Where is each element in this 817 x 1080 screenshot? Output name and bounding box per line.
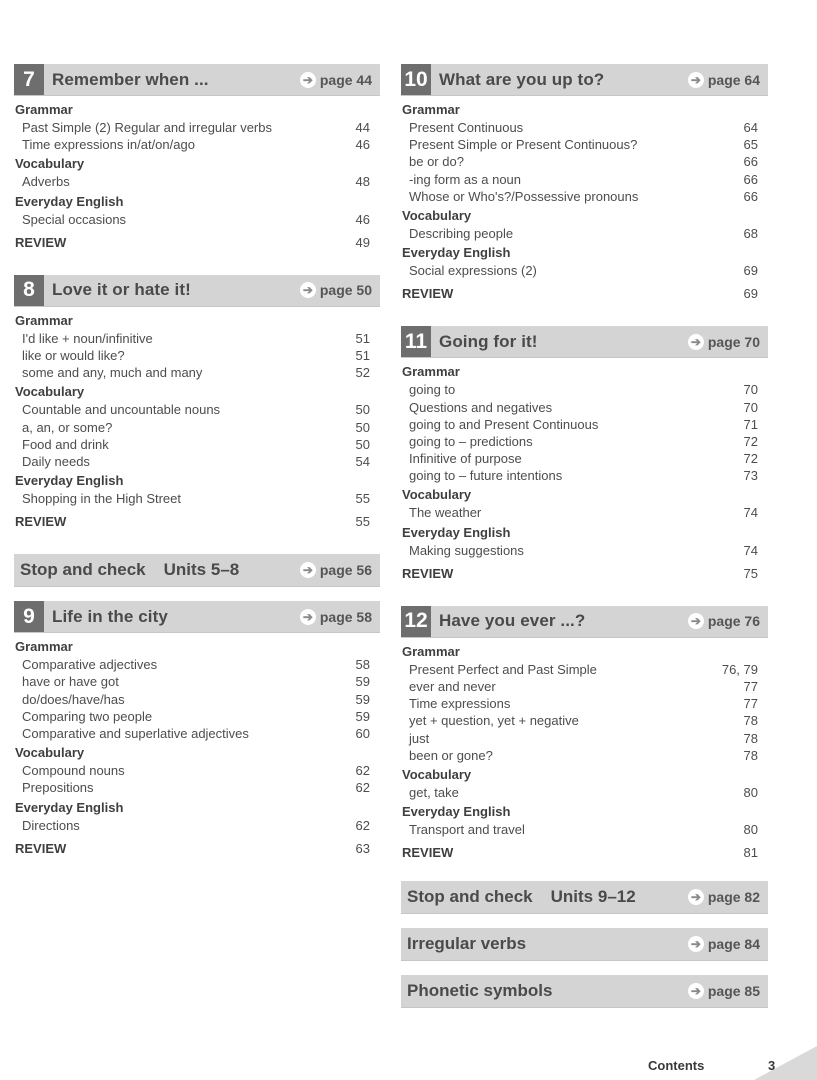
unit-9 (14, 601, 380, 857)
unit-header[interactable] (401, 64, 768, 96)
entry-page: 78 (743, 747, 758, 763)
entry-page: 62 (355, 817, 370, 833)
entry-page: 58 (355, 657, 370, 673)
unit-7 (14, 64, 380, 251)
unit-10 (401, 64, 768, 302)
contents-entry[interactable] (14, 401, 380, 418)
entry-text: Special occasions (22, 211, 127, 227)
entry-page: 74 (743, 542, 758, 558)
review-entry[interactable] (14, 513, 380, 530)
contents-entry[interactable] (14, 673, 380, 690)
entry-page: 72 (743, 433, 758, 449)
entry-text: Making suggestions (409, 542, 524, 558)
entry-page: 71 (743, 416, 758, 432)
section-title: Grammar (15, 102, 73, 117)
entry-page: 77 (743, 696, 758, 712)
page-reference[interactable] (688, 606, 760, 637)
entry-page: 72 (743, 451, 758, 467)
entry-text: Transport and travel (409, 822, 525, 838)
contents-entry[interactable] (14, 119, 380, 136)
unit-number: 11 (401, 326, 431, 357)
entry-text: going to (409, 382, 456, 398)
entry-text: Past Simple (2) Regular and irregular verbs (22, 120, 272, 135)
entry-text: been or gone? (409, 747, 493, 763)
entry-text: going to – future intentions (409, 468, 563, 484)
entry-text: Comparing two people (22, 708, 153, 724)
entry-page: 76, 79 (721, 661, 758, 677)
entry-text: Infinitive of purpose (409, 451, 522, 467)
arrow-right-icon: ➔ (688, 983, 704, 999)
contents-entry[interactable] (401, 225, 768, 242)
page-reference[interactable]: ➔ page 56 (300, 554, 372, 585)
irregular-verbs-box[interactable] (401, 928, 768, 961)
unit-12 (401, 606, 768, 862)
entry-page: 80 (743, 784, 758, 800)
box-title: Stop and check (20, 560, 146, 580)
entry-page: 62 (355, 763, 370, 779)
arrow-right-icon: ➔ (300, 609, 316, 625)
contents-entry[interactable] (14, 817, 380, 834)
page-reference[interactable]: ➔ page 82 (688, 881, 760, 912)
contents-entry[interactable] (14, 330, 380, 347)
entry-text: Food and drink (22, 436, 109, 452)
box-title: Phonetic symbols (407, 981, 553, 1001)
page-reference-text: page 50 (319, 282, 372, 299)
contents-entry[interactable] (14, 708, 380, 725)
contents-entry[interactable] (14, 419, 380, 436)
section-title: Grammar (15, 312, 73, 328)
section-title: Grammar (402, 102, 460, 117)
entry-text: Comparative and superlative adjectives (22, 726, 249, 741)
page-reference-text: page 70 (707, 333, 760, 350)
review-entry[interactable] (401, 285, 768, 302)
unit-number: 9 (14, 601, 44, 632)
entry-text: yet + question, yet + negative (409, 713, 579, 729)
entry-page: 44 (355, 120, 370, 135)
entry-page: 46 (355, 211, 370, 227)
box-title: Irregular verbs (407, 934, 527, 954)
section-title: Grammar (402, 364, 460, 380)
contents-entry[interactable] (401, 433, 768, 450)
page-reference-text: page 44 (319, 71, 372, 88)
entry-text: Social expressions (2) (409, 263, 537, 279)
contents-entry[interactable] (14, 173, 380, 190)
contents-entry[interactable] (14, 347, 380, 364)
page-reference[interactable] (688, 326, 760, 357)
entry-text: Adverbs (22, 174, 70, 190)
entry-page: 59 (355, 708, 370, 724)
contents-entry[interactable] (14, 136, 380, 153)
contents-entry[interactable] (401, 153, 768, 170)
arrow-right-icon: ➔ (688, 613, 704, 629)
entry-text: I'd like + noun/infinitive (22, 330, 153, 346)
entry-page: 50 (355, 402, 370, 418)
section-title: Everyday English (402, 524, 511, 540)
arrow-right-icon: ➔ (688, 72, 704, 88)
review-page: 75 (743, 565, 758, 581)
phonetic-symbols-box[interactable] (401, 975, 768, 1008)
unit-title: Going for it! (439, 331, 538, 351)
entry-page: 78 (743, 713, 758, 729)
unit-list (14, 64, 380, 530)
unit-title: Life in the city (52, 606, 168, 626)
entry-text: do/does/have/has (22, 691, 125, 707)
contents-entry[interactable] (401, 119, 768, 136)
unit-title: Love it or hate it! (52, 280, 191, 300)
review-label: REVIEW (402, 845, 454, 861)
unit-number: 7 (14, 64, 44, 95)
entry-page: 77 (743, 679, 758, 694)
page-reference-text: page 76 (707, 613, 760, 630)
entry-text: Present Simple or Present Continuous? (409, 137, 638, 153)
entry-text: get, take (409, 784, 459, 800)
footer-page-number: 3 (768, 1058, 776, 1073)
entry-page: 66 (743, 188, 758, 204)
entry-page: 50 (355, 436, 370, 452)
entry-text: Directions (22, 817, 80, 833)
contents-entry[interactable] (14, 436, 380, 453)
stop-and-check-units-9-12[interactable] (401, 881, 768, 914)
page-reference[interactable] (300, 275, 372, 306)
unit-8 (14, 275, 380, 531)
footer-contents-label: Contents (648, 1058, 705, 1073)
section-title: Vocabulary (15, 745, 85, 761)
entry-text: The weather (409, 505, 482, 521)
box-units: Units 5–8 (163, 560, 240, 580)
contents-entry[interactable] (401, 504, 768, 521)
arrow-right-icon: ➔ (688, 936, 704, 952)
contents-entry[interactable] (401, 695, 768, 712)
contents-entry[interactable] (401, 821, 768, 838)
unit-list (14, 601, 380, 857)
contents-entry[interactable] (14, 490, 380, 507)
review-page: 69 (743, 286, 758, 302)
section-title: Everyday English (15, 799, 124, 815)
entry-text: Questions and negatives (409, 399, 553, 415)
section-title: Everyday English (15, 473, 124, 489)
unit-list (401, 64, 768, 861)
arrow-right-icon: ➔ (688, 889, 704, 905)
entry-page: 55 (355, 491, 370, 507)
page-reference[interactable] (300, 64, 372, 95)
entry-text: a, an, or some? (22, 419, 113, 435)
page-reference-text: page 58 (319, 608, 372, 625)
entry-page: 66 (743, 171, 758, 187)
review-label: REVIEW (15, 234, 67, 250)
contents-entry[interactable] (14, 762, 380, 779)
review-page: 55 (355, 514, 370, 530)
arrow-right-icon: ➔ (300, 282, 316, 298)
entry-page: 50 (355, 419, 370, 435)
review-page: 49 (355, 234, 370, 250)
unit-title: Remember when ... (52, 69, 209, 89)
contents-entry[interactable] (401, 416, 768, 433)
page-reference[interactable]: ➔ page 84 (688, 928, 760, 959)
review-label: REVIEW (402, 286, 454, 302)
entry-page: 54 (355, 453, 370, 469)
contents-entry[interactable] (401, 262, 768, 279)
contents-entry[interactable] (401, 136, 768, 153)
review-page: 63 (355, 840, 370, 856)
section-title: Vocabulary (402, 766, 472, 782)
entry-page: 46 (355, 137, 370, 153)
review-entry[interactable] (401, 565, 768, 582)
contents-entry[interactable] (14, 725, 380, 742)
left-column (14, 64, 380, 881)
section-title: Vocabulary (15, 384, 85, 400)
entry-text: be or do? (409, 154, 464, 170)
entry-page: 66 (743, 154, 758, 170)
unit-number: 12 (401, 606, 431, 637)
entry-text: Present Perfect and Past Simple (409, 661, 597, 677)
contents-entry[interactable] (14, 779, 380, 796)
contents-entry[interactable] (401, 171, 768, 188)
entry-page: 60 (355, 726, 370, 741)
review-entry[interactable] (14, 234, 380, 251)
section-title: Vocabulary (15, 156, 85, 172)
contents-entry[interactable] (401, 450, 768, 467)
unit-header[interactable] (401, 606, 768, 638)
unit-number: 10 (401, 64, 431, 95)
entry-page: 80 (743, 822, 758, 838)
contents-entry[interactable] (401, 747, 768, 764)
review-label: REVIEW (402, 565, 454, 581)
entry-text: going to and Present Continuous (409, 416, 599, 432)
section-title: Vocabulary (402, 207, 472, 223)
contents-entry[interactable] (401, 542, 768, 559)
entry-text: Whose or Who's?/Possessive pronouns (409, 188, 639, 204)
entry-page: 65 (743, 137, 758, 153)
entry-page: 68 (743, 225, 758, 241)
entry-text: Time expressions (409, 696, 511, 712)
right-column (401, 64, 768, 1022)
contents-entry[interactable] (401, 712, 768, 729)
entry-text: going to – predictions (409, 433, 533, 449)
entry-text: Prepositions (22, 780, 94, 796)
section-title: Everyday English (15, 193, 124, 209)
entry-text: Countable and uncountable nouns (22, 402, 221, 418)
entry-page: 74 (743, 505, 758, 521)
entry-text: Compound nouns (22, 763, 125, 779)
entry-page: 51 (355, 330, 370, 346)
entry-text: some and any, much and many (22, 365, 203, 381)
entry-text: Describing people (409, 225, 514, 241)
unit-number: 8 (14, 275, 44, 306)
unit-11 (401, 326, 768, 582)
entry-text: Time expressions in/at/on/ago (22, 137, 195, 153)
review-label: REVIEW (15, 514, 67, 530)
entry-text: Present Continuous (409, 120, 524, 135)
entry-page: 51 (355, 347, 370, 363)
arrow-right-icon: ➔ (300, 72, 316, 88)
page-reference-text: page 64 (707, 71, 760, 88)
section-title: Grammar (402, 643, 460, 659)
contents-entry[interactable] (401, 730, 768, 747)
box-units: Units 9–12 (550, 887, 636, 907)
contents-entry[interactable] (401, 678, 768, 695)
entry-page: 48 (355, 174, 370, 190)
entry-page: 52 (355, 365, 370, 381)
entry-page: 70 (743, 399, 758, 415)
section-title: Grammar (15, 639, 73, 655)
contents-entry[interactable] (14, 364, 380, 381)
box-title: Stop and check (407, 887, 533, 907)
contents-entry[interactable] (14, 691, 380, 708)
entry-text: have or have got (22, 674, 119, 690)
entry-text: just (409, 730, 430, 746)
entry-page: 59 (355, 674, 370, 690)
arrow-right-icon: ➔ (688, 334, 704, 350)
stop-and-check-units-5-8[interactable] (14, 554, 380, 587)
section-title: Everyday English (402, 245, 511, 261)
review-entry[interactable] (401, 844, 768, 861)
contents-entry[interactable] (401, 784, 768, 801)
contents-entry[interactable] (401, 381, 768, 398)
page-reference[interactable] (688, 64, 760, 95)
unit-title: What are you up to? (439, 69, 605, 89)
contents-entry[interactable] (14, 656, 380, 673)
contents-entry[interactable] (401, 188, 768, 205)
entry-text: like or would like? (22, 347, 125, 363)
review-entry[interactable] (14, 840, 380, 857)
entry-page: 62 (355, 780, 370, 796)
unit-header[interactable] (14, 64, 380, 96)
entry-text: -ing form as a noun (409, 171, 522, 187)
unit-header[interactable] (14, 601, 380, 633)
review-page: 81 (743, 845, 758, 861)
unit-header[interactable] (14, 275, 380, 307)
entry-page: 70 (743, 382, 758, 398)
contents-entry[interactable] (14, 453, 380, 470)
arrow-right-icon: ➔ (300, 562, 316, 578)
contents-entry[interactable] (401, 661, 768, 678)
contents-entry[interactable] (14, 211, 380, 228)
unit-header[interactable] (401, 326, 768, 358)
entry-text: Shopping in the High Street (22, 491, 181, 507)
entry-page: 64 (743, 120, 758, 135)
page-reference[interactable]: ➔ page 85 (688, 975, 760, 1006)
section-title: Vocabulary (402, 487, 472, 503)
page-reference[interactable] (300, 601, 372, 632)
entry-page: 78 (743, 730, 758, 746)
entry-page: 69 (743, 263, 758, 279)
entry-text: ever and never (409, 679, 496, 694)
entry-page: 59 (355, 691, 370, 707)
entry-text: Daily needs (22, 453, 90, 469)
entry-page: 73 (743, 468, 758, 484)
contents-entry[interactable] (401, 467, 768, 484)
entry-text: Comparative adjectives (22, 657, 158, 673)
unit-title: Have you ever ...? (439, 611, 586, 631)
review-label: REVIEW (15, 840, 67, 856)
contents-entry[interactable] (401, 399, 768, 416)
section-title: Everyday English (402, 804, 511, 820)
